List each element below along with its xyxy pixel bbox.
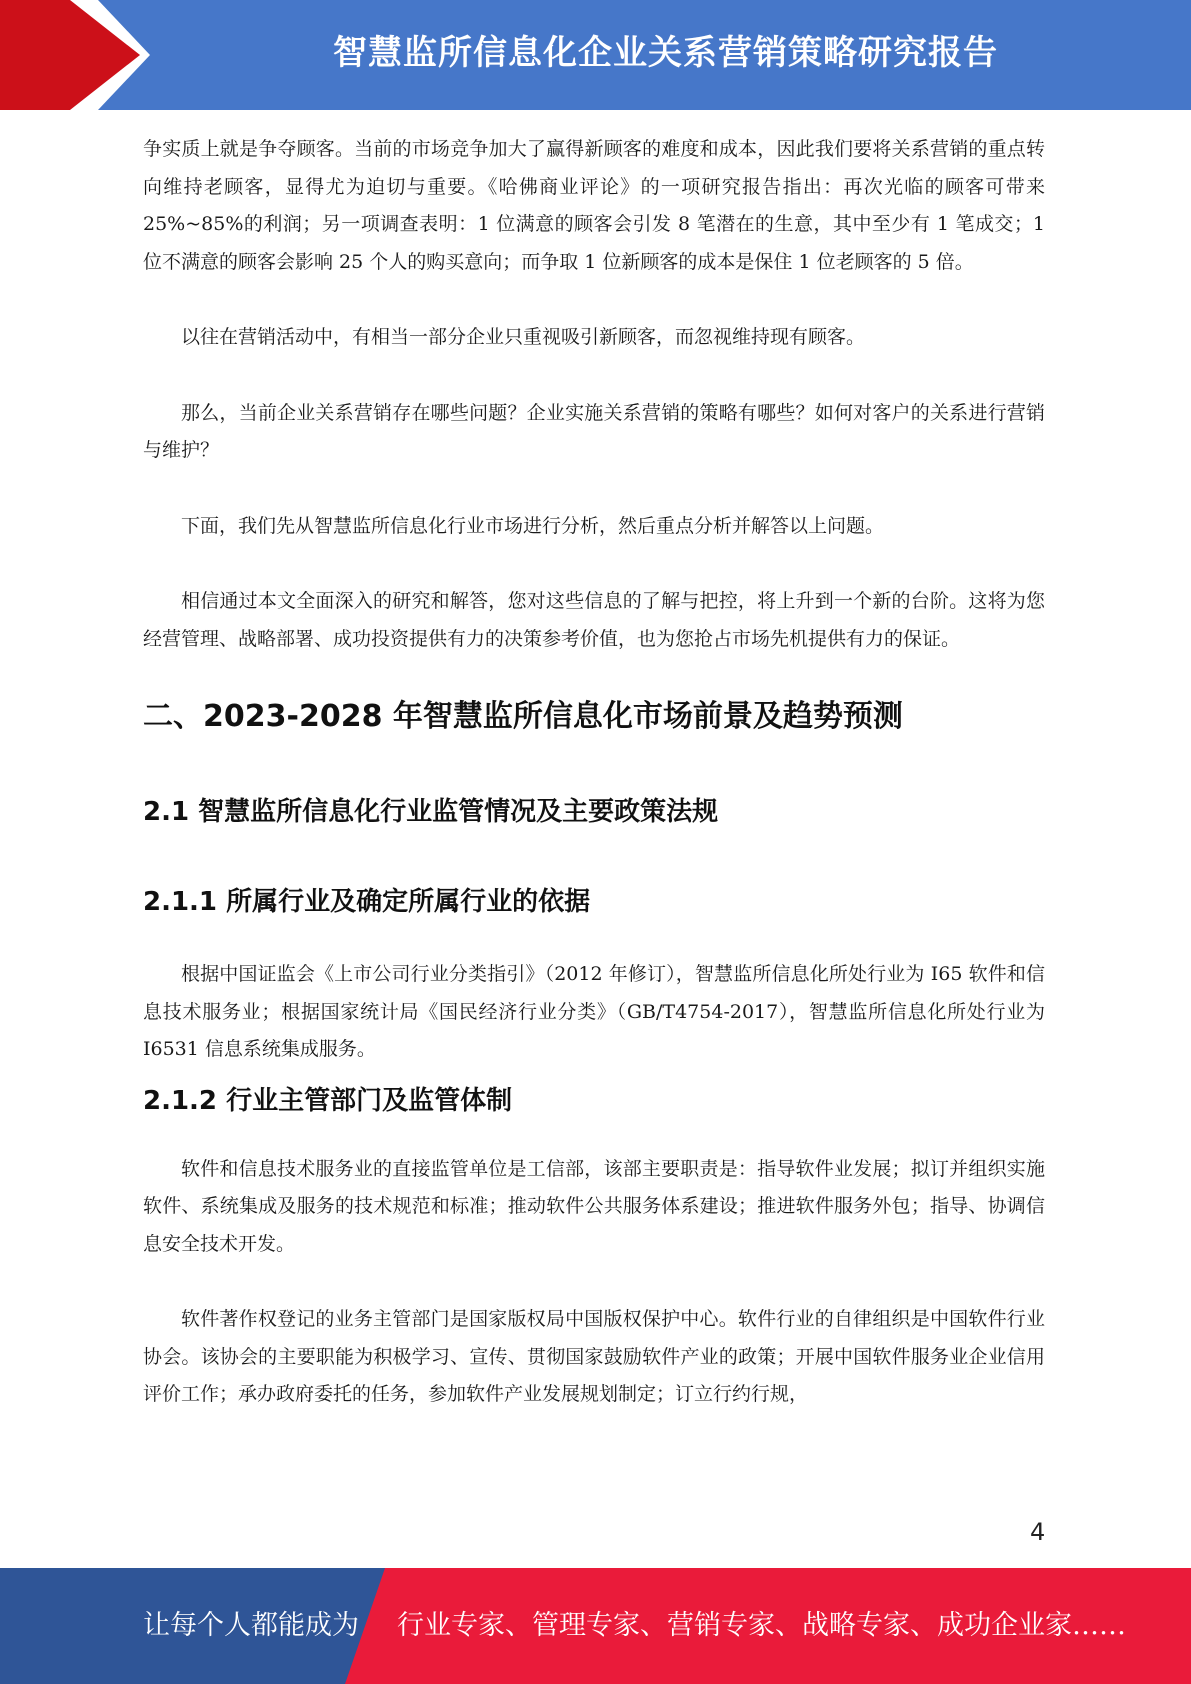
footer-slogan-left: 让每个人都能成为 [143, 1610, 359, 1641]
subsection-heading: 2.1 智慧监所信息化行业监管情况及主要政策法规 [143, 797, 719, 827]
page-number: 4 [1030, 1518, 1046, 1546]
paragraph: 根据中国证监会《上市公司行业分类指引》（2012 年修订），智慧监所信息化所处行业为 I65 软件和信息技术服务业；根据国家统计局《国民经济行业分类》（GB/T4754-2017），智慧监所信息化所处行业为 I6531 信息系统集成服务。 [143, 963, 1045, 1060]
paragraph: 软件著作权登记的业务主管部门是国家版权局中国版权保护中心。软件行业的自律组织是中国软件行业协会。该协会的主要职能为积极学习、宣传、贯彻国家鼓励软件产业的政策；开展中国软件服务业企业信用评价工作；承办政府委托的任务，参加软件产业发展规划制定；订立行约行规， [143, 1308, 1045, 1405]
subsubsection-heading: 2.1.2 行业主管部门及监管体制 [143, 1085, 513, 1116]
paragraph: 争实质上就是争夺顾客。当前的市场竞争加大了赢得新顾客的难度和成本，因此我们要将关系营销的重点转向维持老顾客，显得尤为迫切与重要。《哈佛商业评论》的一项研究报告指出：再次光临的顾客可带来 25%~85%的利润；另一项调查表明：1 位满意的顾客会引发 8 笔潜在的生意，其中至少有 1 笔成交；1 位不满意的顾客会影响 25 个人的购买意向；而争取 1 位新顾客的成本是保住 1 位老顾客的 5 倍。 [143, 138, 1045, 273]
paragraph: 软件和信息技术服务业的直接监管单位是工信部，该部主要职责是：指导软件业发展；拟订并组织实施软件、系统集成及服务的技术规范和标准；推动软件公共服务体系建设；推进软件服务外包；指导、协调信息安全技术开发。 [143, 1157, 1045, 1255]
subsubsection-heading: 2.1.1 所属行业及确定所属行业的依据 [143, 887, 591, 917]
document-body [143, 131, 1045, 1414]
page-footer [0, 1568, 1191, 1684]
footer-slogan-right: 行业专家、管理专家、营销专家、战略专家、成功企业家…… [397, 1610, 1126, 1641]
report-title: 智慧监所信息化企业关系营销策略研究报告 [333, 33, 998, 73]
section-heading: 二、2023-2028 年智慧监所信息化市场前景及趋势预测 [143, 699, 903, 734]
paragraph: 下面，我们先从智慧监所信息化行业市场进行分析，然后重点分析并解答以上问题。 [181, 514, 885, 537]
paragraph: 以往在营销活动中，有相当一部分企业只重视吸引新顾客，而忽视维持现有顾客。 [181, 326, 866, 348]
paragraph: 那么，当前企业关系营销存在哪些问题？企业实施关系营销的策略有哪些？如何对客户的关系进行营销与维护？ [143, 401, 1045, 461]
header-chevron-icon [0, 0, 140, 110]
paragraph: 相信通过本文全面深入的研究和解答，您对这些信息的了解与把控，将上升到一个新的台阶。这将为您经营管理、战略部署、成功投资提供有力的决策参考价值，也为您抢占市场先机提供有力的保证。 [143, 590, 1045, 650]
page-header [0, 0, 1191, 110]
